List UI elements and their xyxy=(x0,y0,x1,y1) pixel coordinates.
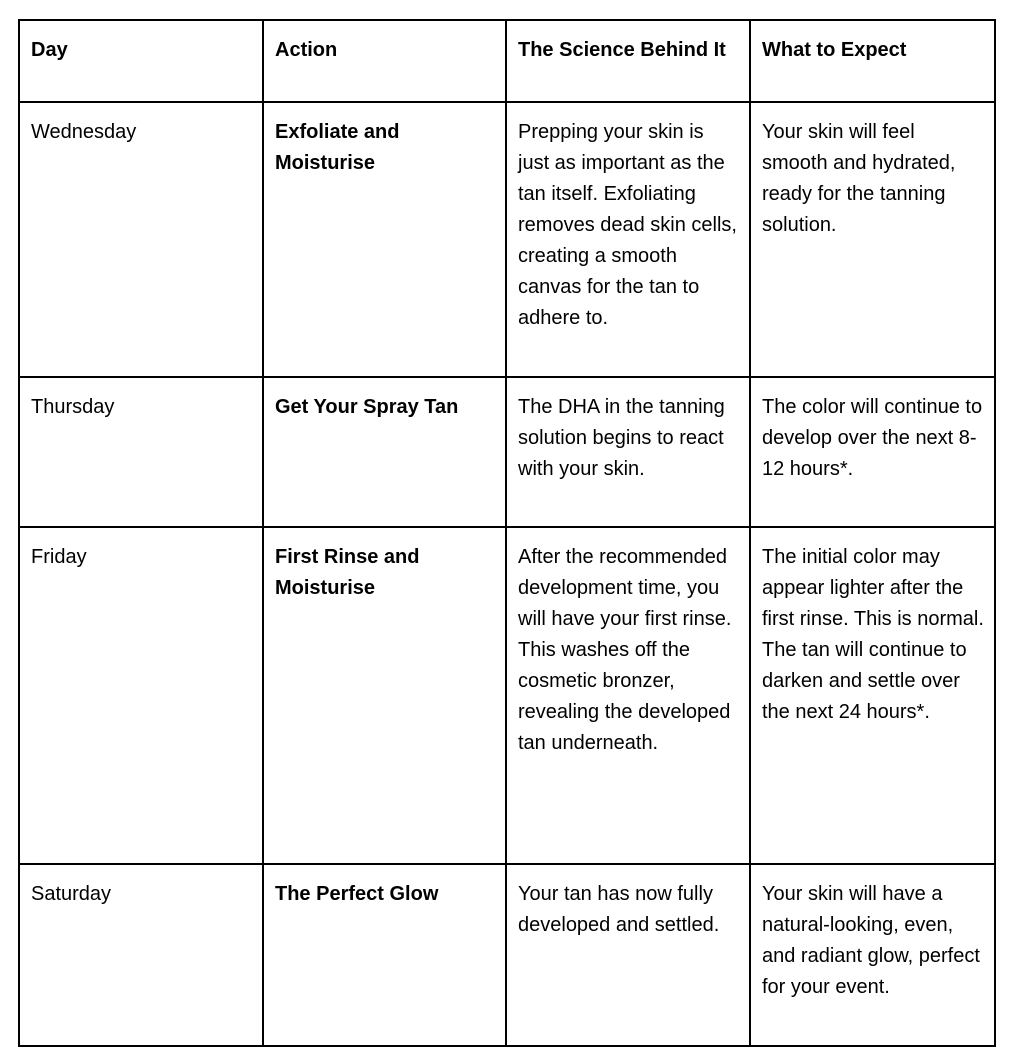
cell-science: Your tan has now fully developed and settled. xyxy=(506,864,750,1046)
tanning-schedule-table xyxy=(18,19,996,1047)
cell-expect: Your skin will have a natural-looking, even, and radiant glow, perfect for your event. xyxy=(750,864,995,1046)
table-header-row xyxy=(19,20,995,102)
table-row xyxy=(19,102,995,377)
header-day: Day xyxy=(19,20,263,102)
cell-expect: The initial color may appear lighter after the first rinse. This is normal. The tan will continue to darken and settle over the next 24 hours*. xyxy=(750,527,995,864)
table-row xyxy=(19,864,995,1046)
cell-expect: The color will continue to develop over the next 8-12 hours*. xyxy=(750,377,995,527)
cell-science: The DHA in the tanning solution begins to react with your skin. xyxy=(506,377,750,527)
cell-expect: Your skin will feel smooth and hydrated, ready for the tanning solution. xyxy=(750,102,995,377)
cell-action: Exfoliate and Moisturise xyxy=(263,102,506,377)
cell-science: After the recommended development time, you will have your first rinse. This washes off the cosmetic bronzer, revealing the developed tan underneath. xyxy=(506,527,750,864)
header-expect: What to Expect xyxy=(750,20,995,102)
table-row xyxy=(19,527,995,864)
cell-day: Friday xyxy=(19,527,263,864)
table-row xyxy=(19,377,995,527)
cell-action: First Rinse and Moisturise xyxy=(263,527,506,864)
cell-action: Get Your Spray Tan xyxy=(263,377,506,527)
header-science: The Science Behind It xyxy=(506,20,750,102)
cell-day: Wednesday xyxy=(19,102,263,377)
cell-day: Saturday xyxy=(19,864,263,1046)
cell-action: The Perfect Glow xyxy=(263,864,506,1046)
cell-science: Prepping your skin is just as important as the tan itself. Exfoliating removes dead skin cells, creating a smooth canvas for the tan to adhere to. xyxy=(506,102,750,377)
cell-day: Thursday xyxy=(19,377,263,527)
header-action: Action xyxy=(263,20,506,102)
